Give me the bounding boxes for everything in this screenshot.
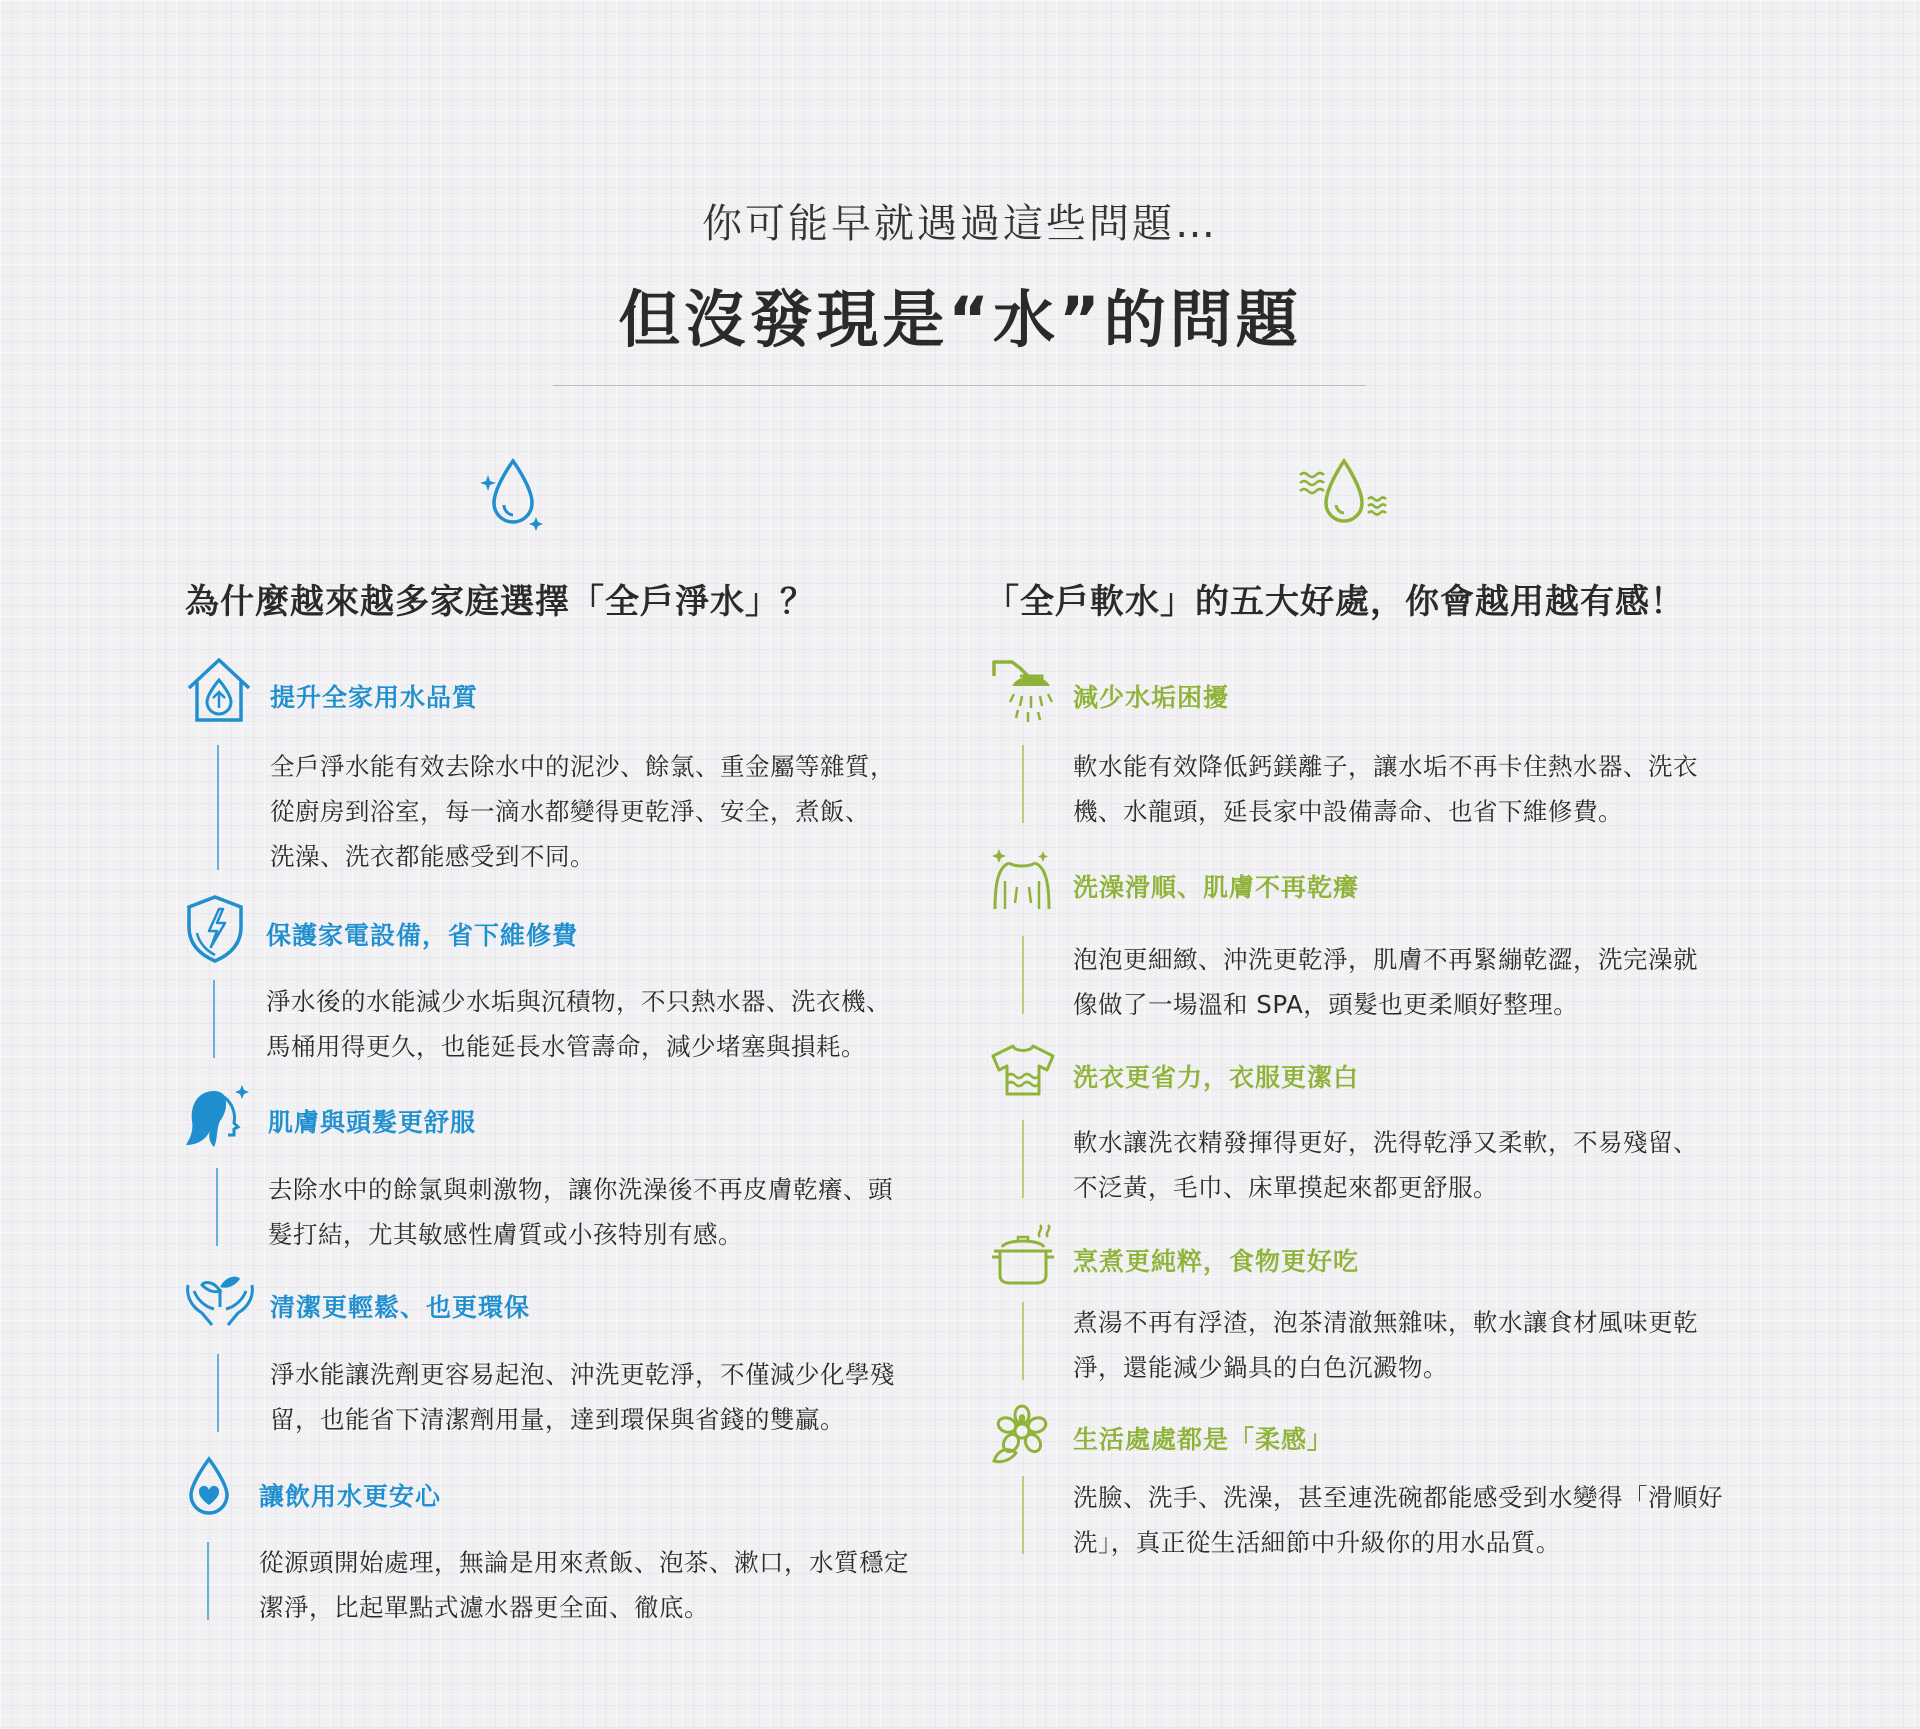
right-item-4-line: [1022, 1302, 1024, 1380]
right-item-1-body: 軟水能有效降低鈣鎂離子，讓水垢不再卡住熱水器、洗衣 機、水龍頭，延長家中設備壽命、也省下維修費。: [1073, 752, 1698, 826]
left-column-heading: 為什麼越來越多家庭選擇「全戶淨水」？: [185, 582, 815, 622]
right-item-2-title: 洗澡滑順、肌膚不再乾癢: [1073, 873, 1360, 902]
house-water-icon: [185, 656, 253, 728]
body-sparkle-icon: [989, 847, 1055, 917]
right-item-5-title: 生活處處都是「柔感」: [1073, 1425, 1334, 1454]
right-item-3-body: 軟水讓洗衣精發揮得更好，洗得乾淨又柔軟，不易殘留、 不泛黃，毛巾、床單摸起來都更舒服。: [1073, 1128, 1698, 1202]
shield-lightning-icon: [185, 893, 245, 967]
page-title: 但沒發現是“水”的問題: [618, 283, 1302, 356]
left-item-2-body: 淨水後的水能減少水垢與沉積物，不只熱水器、洗衣機、 馬桶用得更久，也能延長水管壽命，減少堵塞與損耗。: [266, 987, 891, 1061]
right-item-3-title: 洗衣更省力，衣服更潔白: [1073, 1063, 1360, 1092]
woman-hair-icon: [184, 1083, 250, 1153]
page-subtitle: 你可能早就遇過這些問題…: [702, 201, 1218, 247]
left-item-1-body: 全戶淨水能有效去除水中的泥沙、餘氯、重金屬等雜質， 從廚房到浴室，每一滴水都變得更乾淨、安全，煮飯、 洗澡、洗衣都能感受到不同。: [270, 752, 895, 871]
right-column-heading: 「全戶軟水」的五大好處，你會越用越有感！: [985, 582, 1685, 622]
left-item-1-title: 提升全家用水品質: [270, 683, 479, 712]
left-item-3-body: 去除水中的餘氯與刺激物，讓你洗澡後不再皮膚乾癢、頭 髮打結，尤其敏感性膚質或小孩特別有感。: [268, 1175, 893, 1249]
right-item-4-title: 烹煮更純粹，食物更好吃: [1073, 1247, 1360, 1276]
left-item-4-body: 淨水能讓洗劑更容易起泡、沖洗更乾淨，不僅減少化學殘 留，也能省下清潔劑用量，達到環保與省錢的雙贏。: [270, 1360, 895, 1434]
tshirt-icon: [989, 1042, 1057, 1102]
water-drop-sparkle-icon: [480, 455, 546, 539]
water-drop-waves-icon: [1298, 455, 1390, 539]
hands-sprout-icon: [184, 1267, 256, 1333]
left-item-1-line: [217, 745, 219, 870]
right-item-2-line: [1022, 936, 1024, 1014]
left-item-5-body: 從源頭開始處理，無論是用來煮飯、泡茶、漱口，水質穩定 潔淨，比起單點式濾水器更全面、徹底。: [259, 1548, 909, 1622]
right-item-2-body: 泡泡更細緻、沖洗更乾淨，肌膚不再緊繃乾澀，洗完澡就 像做了一場溫和 SPA，頭髮也更柔順好整理。: [1073, 945, 1698, 1019]
shower-icon: [990, 656, 1056, 728]
right-item-5-body: 洗臉、洗手、洗澡，甚至連洗碗都能感受到水變得「滑順好 洗」，真正從生活細節中升級你的用水品質。: [1073, 1483, 1723, 1557]
drop-heart-icon: [185, 1455, 233, 1523]
left-item-4-title: 清潔更輕鬆、也更環保: [270, 1293, 531, 1322]
left-item-2-line: [213, 980, 215, 1058]
left-item-5-title: 讓飲用水更安心: [259, 1482, 442, 1511]
flower-leaf-icon: [990, 1403, 1054, 1471]
right-item-1-line: [1022, 745, 1024, 823]
header-divider: [553, 385, 1366, 386]
left-item-3-title: 肌膚與頭髮更舒服: [268, 1108, 477, 1137]
cooking-pot-icon: [988, 1223, 1058, 1291]
right-item-5-line: [1022, 1476, 1024, 1554]
left-item-4-line: [217, 1354, 219, 1432]
right-item-4-body: 煮湯不再有浮渣，泡茶清澈無雜味，軟水讓食材風味更乾 淨，還能減少鍋具的白色沉澱物。: [1073, 1308, 1698, 1382]
left-item-3-line: [216, 1168, 218, 1246]
left-item-2-title: 保護家電設備，省下維修費: [266, 921, 579, 950]
right-item-1-title: 減少水垢困擾: [1073, 683, 1230, 712]
left-item-5-line: [207, 1542, 209, 1620]
right-item-3-line: [1022, 1120, 1024, 1198]
